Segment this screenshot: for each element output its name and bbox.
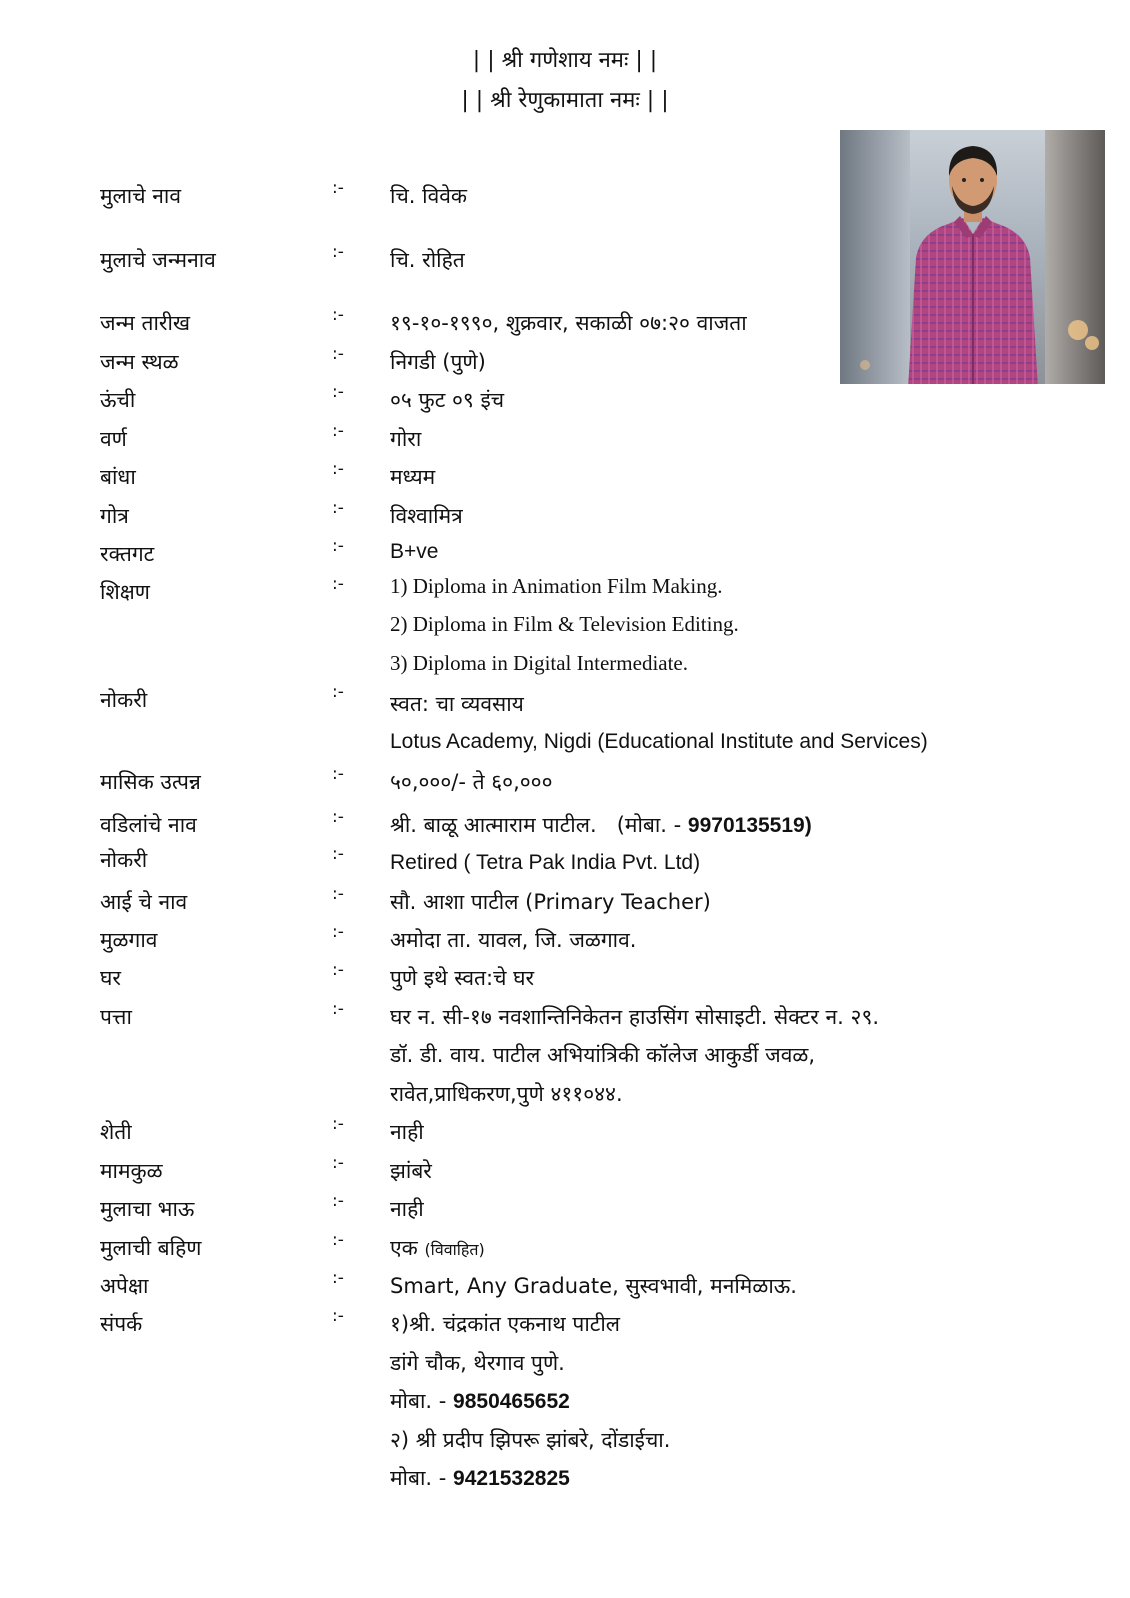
label-contact: संपर्क: [100, 1312, 143, 1336]
label-income: मासिक उत्पन्न: [100, 770, 201, 794]
label-father-job: नोकरी: [100, 848, 148, 872]
separator: :-: [332, 807, 344, 827]
value-native: अमोदा ता. यावल, जि. जळगाव.: [390, 928, 637, 952]
education-item: 1) Diploma in Animation Film Making.: [390, 574, 723, 598]
mobile-prefix: मोबा. -: [390, 1389, 454, 1413]
header-line-2: | | श्री रेणुकामाता नमः | |: [461, 88, 669, 113]
mobile-number: 9421532825: [453, 1467, 570, 1490]
label-birth-place: जन्म स्थळ: [100, 350, 179, 374]
header-line-1: | | श्री गणेशाय नमः | |: [472, 48, 658, 73]
separator: :-: [332, 178, 344, 198]
value-job: स्वत: चा व्यवसाय: [390, 692, 524, 716]
separator: :-: [332, 459, 344, 479]
separator: :-: [332, 574, 344, 594]
separator: :-: [332, 344, 344, 364]
label-father: वडिलांचे नाव: [100, 813, 197, 837]
label-height: ऊंची: [100, 388, 136, 412]
education-item: 2) Diploma in Film & Television Editing.: [390, 612, 739, 636]
label-sister: मुलाची बहिण: [100, 1236, 202, 1260]
label-blood-group: रक्तगट: [100, 542, 155, 566]
separator: :-: [332, 1114, 344, 1134]
label-education: शिक्षण: [100, 580, 150, 604]
label-job: नोकरी: [100, 688, 148, 712]
label-brother: मुलाचा भाऊ: [100, 1197, 195, 1221]
separator: :-: [332, 764, 344, 784]
label-dob: जन्म तारीख: [100, 311, 191, 335]
value-name: चि. विवेक: [390, 184, 468, 208]
value-height: ०५ फुट ०९ इंच: [390, 388, 505, 412]
sister-count: एक: [390, 1236, 418, 1260]
separator: :-: [332, 382, 344, 402]
contact-line: डांगे चौक, थेरगाव पुणे.: [390, 1351, 565, 1375]
separator: :-: [332, 421, 344, 441]
mobile-prefix: मोबा. -: [390, 1466, 454, 1490]
address-line: डॉ. डी. वाय. पाटील अभियांत्रिकी कॉलेज आकुर्डी जवळ,: [390, 1043, 816, 1067]
label-mother: आई चे नाव: [100, 890, 188, 914]
sister-note: (विवाहित): [424, 1240, 485, 1259]
value-brother: नाही: [390, 1197, 424, 1221]
separator: :-: [332, 305, 344, 325]
contact-mobile-1: [390, 1387, 570, 1415]
label-farm: शेती: [100, 1120, 132, 1144]
separator: :-: [332, 1230, 344, 1250]
separator: :-: [332, 242, 344, 262]
profile-photo: [840, 130, 1105, 384]
father-mobile-prefix: (मोबा. -: [616, 813, 688, 837]
education-item: 3) Diploma in Digital Intermediate.: [390, 651, 688, 675]
value-job-company: Lotus Academy, Nigdi (Educational Institute and Services): [390, 730, 928, 753]
label-complexion: वर्ण: [100, 427, 127, 451]
separator: :-: [332, 922, 344, 942]
value-birth-place: निगडी (पुणे): [390, 350, 486, 374]
value-farm: नाही: [390, 1120, 424, 1144]
label-house: घर: [100, 966, 121, 990]
separator: :-: [332, 844, 344, 864]
person-figure: [888, 138, 1058, 384]
separator: :-: [332, 1153, 344, 1173]
value-blood-group: B+ve: [390, 540, 439, 563]
value-mother: सौ. आशा पाटील (Primary Teacher): [390, 890, 711, 914]
value-gotra: विश्वामित्र: [390, 504, 463, 528]
contact-mobile-2: [390, 1464, 570, 1492]
value-build: मध्यम: [390, 465, 436, 489]
label-gotra: गोत्र: [100, 504, 129, 528]
value-father: [390, 811, 812, 839]
father-name: श्री. बाळू आत्माराम पाटील.: [390, 813, 597, 837]
father-mobile: 9970135519): [687, 814, 812, 837]
separator: :-: [332, 536, 344, 556]
value-complexion: गोरा: [390, 427, 422, 451]
separator: :-: [332, 498, 344, 518]
separator: :-: [332, 1306, 344, 1326]
value-expectation: Smart, Any Graduate, सुस्वभावी, मनमिळाऊ.: [390, 1274, 797, 1298]
separator: :-: [332, 1268, 344, 1288]
value-income: ५०,०००/- ते ६०,०००: [390, 770, 553, 794]
value-dob: १९-१०-१९९०, शुक्रवार, सकाळी ०७:२० वाजता: [390, 311, 747, 335]
label-mamkul: मामकुळ: [100, 1159, 163, 1183]
value-house: पुणे इथे स्वत:चे घर: [390, 966, 535, 990]
address-line: रावेत,प्राधिकरण,पुणे ४११०४४.: [390, 1082, 623, 1106]
separator: :-: [332, 884, 344, 904]
mobile-number: 9850465652: [453, 1390, 570, 1413]
address-line: घर न. सी-१७ नवशान्तिनिकेतन हाउसिंग सोसाइटी. सेक्टर न. २९.: [390, 1005, 880, 1029]
contact-line: २) श्री प्रदीप झिपरू झांबरे, दोंडाईचा.: [390, 1428, 671, 1452]
value-sister: [390, 1234, 485, 1262]
separator: :-: [332, 1191, 344, 1211]
label-expectation: अपेक्षा: [100, 1274, 149, 1298]
value-father-job: Retired ( Tetra Pak India Pvt. Ltd): [390, 851, 701, 874]
separator: :-: [332, 682, 344, 702]
label-name: मुलाचे नाव: [100, 184, 182, 208]
contact-line: १)श्री. चंद्रकांत एकनाथ पाटील: [390, 1312, 621, 1336]
label-native: मुळगाव: [100, 928, 158, 952]
value-birth-name: चि. रोहित: [390, 248, 465, 272]
label-address: पत्ता: [100, 1005, 132, 1029]
label-birth-name: मुलाचे जन्मनाव: [100, 248, 216, 272]
label-build: बांधा: [100, 465, 136, 489]
separator: :-: [332, 960, 344, 980]
value-mamkul: झांबरे: [390, 1159, 432, 1183]
separator: :-: [332, 999, 344, 1019]
